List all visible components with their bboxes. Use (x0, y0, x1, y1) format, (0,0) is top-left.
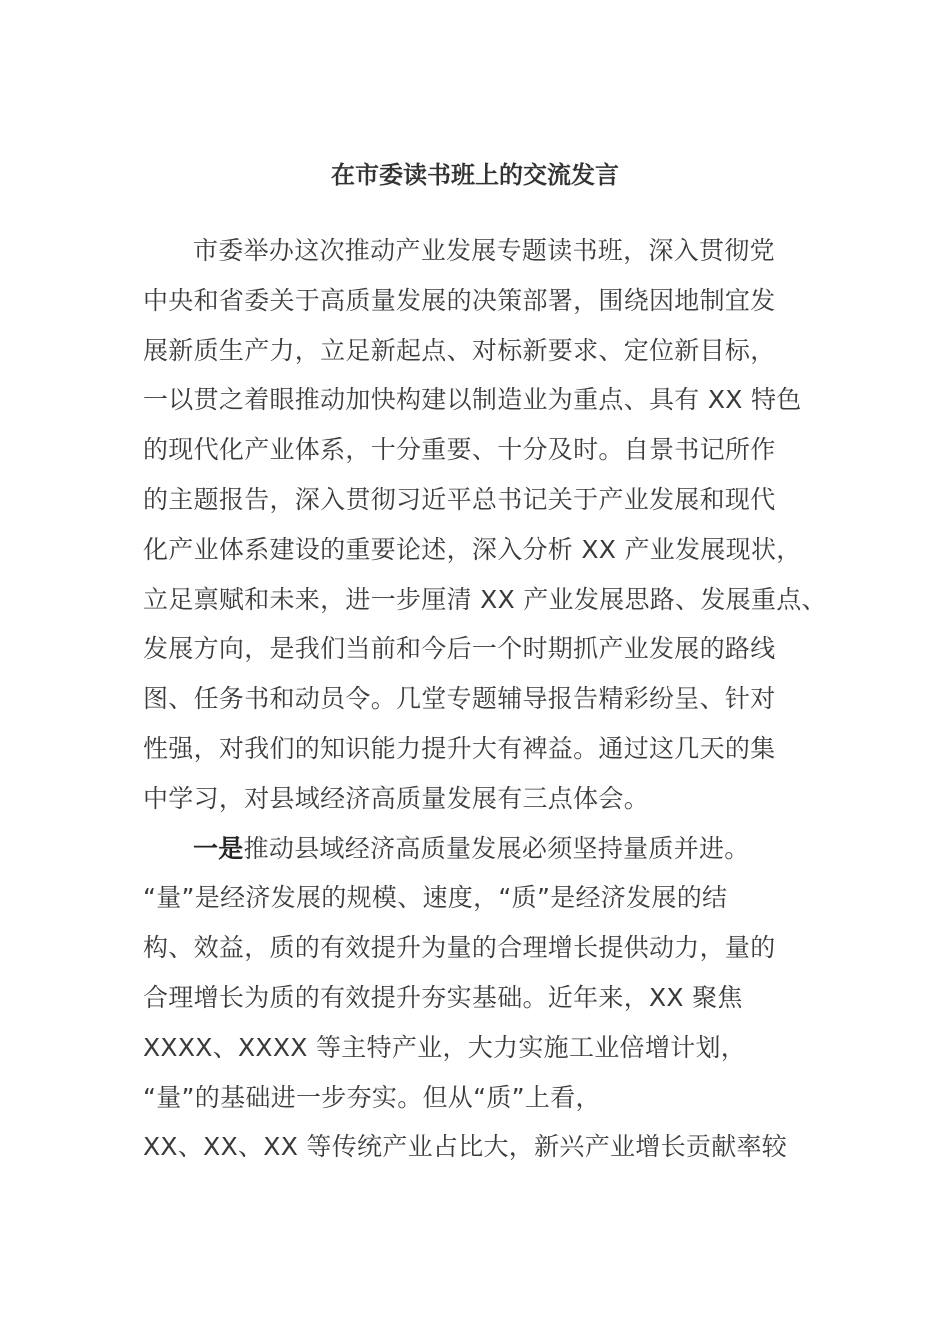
point-heading: 推动县域经济高质量发展必须坚持量质并进。 (243, 833, 750, 863)
paragraph-first-line (143, 824, 843, 874)
paragraph-line: 的现代化产业体系，十分重要、十分及时。自景书记所作 (143, 435, 776, 465)
paragraph-line: 图、任务书和动员令。几堂专题辅导报告精彩纷呈、针对 (143, 684, 776, 714)
paragraph-line: “量”是经济发展的规模、速度，“质”是经济发展的结 (143, 883, 728, 913)
document-title: 在市委读书班上的交流发言 (331, 161, 619, 189)
paragraph-line: 市委举办这次推动产业发展专题读书班，深入贯彻党 (193, 236, 775, 265)
paragraph-line: 一以贯之着眼推动加快构建以制造业为重点、具有 XX 特色 (143, 385, 802, 415)
paragraph-1 (143, 226, 843, 824)
paragraph-line: 性强，对我们的知识能力提升大有裨益。通过这几天的集 (143, 733, 776, 763)
paragraph-line: 中学习，对县域经济高质量发展有三点体会。 (143, 783, 650, 813)
paragraph-line: XX、XX、XX 等传统产业占比大，新兴产业增长贡献率较 (143, 1132, 788, 1162)
paragraph-line: 展新质生产力，立足新起点、对标新要求、定位新目标， (143, 335, 776, 365)
paragraph-line: XXXX、XXXX 等主特产业，大力实施工业倍增计划， (143, 1032, 747, 1062)
paragraph-line: “量”的基础进一步夯实。但从“质”上看， (143, 1082, 601, 1112)
point-lead: 一是 (193, 833, 244, 863)
paragraph-line: 立足禀赋和未来，进一步厘清 XX 产业发展思路、发展重点、 (143, 584, 827, 614)
paragraph-line: 中央和省委关于高质量发展的决策部署，围绕因地制宜发 (143, 285, 776, 315)
document-body (143, 226, 843, 1172)
paragraph-line: 发展方向，是我们当前和今后一个时期抓产业发展的路线 (143, 634, 776, 664)
paragraph-line: 的主题报告，深入贯彻习近平总书记关于产业发展和现代 (143, 484, 776, 514)
paragraph-line: 合理增长为质的有效提升夯实基础。近年来，XX 聚焦 (143, 982, 743, 1012)
paragraph-2 (143, 824, 843, 1173)
paragraph-line: 化产业体系建设的重要论述，深入分析 XX 产业发展现状， (143, 534, 802, 564)
paragraph-line: 构、效益，质的有效提升为量的合理增长提供动力，量的 (143, 933, 776, 963)
